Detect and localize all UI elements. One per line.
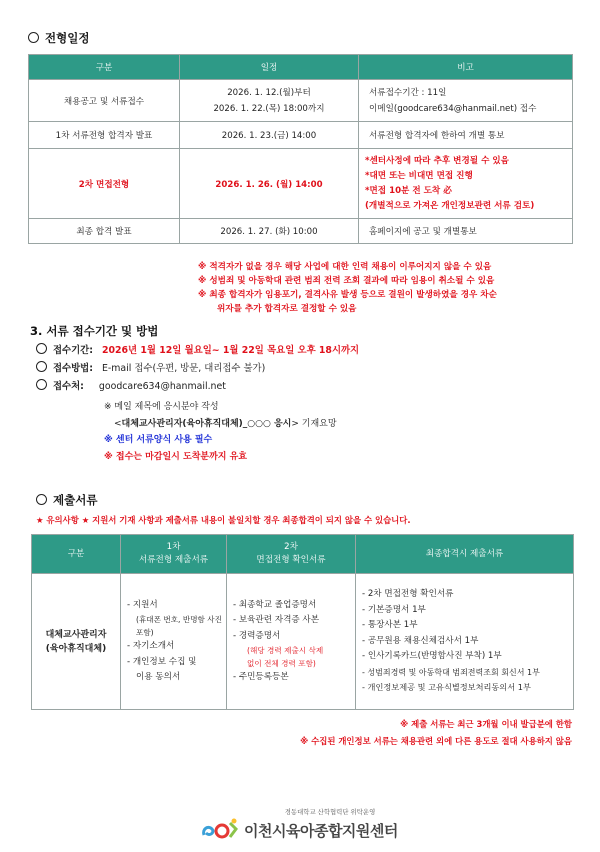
documents-table — [31, 534, 574, 710]
application-notes: ※ 메일 제목에 응시분야 작성 <대체교사관리자(육아휴직대체)_○○○ 응시> 기재요망 ※ 센터 서류양식 사용 필수 ※ 접수는 마감일시 도착분까지 유효 — [104, 402, 337, 462]
schedule-table — [28, 54, 573, 244]
documents-notes: ※ 제출 서류는 최근 3개월 이내 발급분에 한함 ※ 수집된 개인정보 서류는 채용관련 외에 다른 용도로 절대 사용하지 않음 — [300, 719, 572, 746]
circle-bullet-icon — [28, 32, 39, 43]
circle-bullet-icon — [36, 494, 47, 505]
place-line: 접수처: goodcare634@hanmail.net — [36, 378, 359, 396]
documents-section-title: 제출서류 — [36, 492, 97, 508]
schedule-section-title: 전형일정 — [28, 30, 89, 46]
circle-bullet-icon — [36, 379, 47, 390]
footer — [200, 807, 420, 843]
table-row: 1차 서류전형 합격자 발표 2026. 1. 23.(금) 14:00 서류전형 합격자에 한하여 개별 통보 — [29, 122, 573, 149]
table-row: 채용공고 및 서류접수 2026. 1. 12.(월)부터 2026. 1. 22.(목) 18:00까지 서류접수기간 : 11일 이메일(goodcare634@hanmail.net) 접수 — [29, 80, 573, 122]
email-link[interactable]: goodcare634@hanmail.net — [98, 381, 226, 392]
application-details — [36, 342, 359, 396]
table-row: 최종 합격 발표 2026. 1. 27. (화) 10:00 홈페이지에 공고 및 개별통보 — [29, 219, 573, 244]
period-line: 접수기간: 2026년 1월 12일 월요일~ 1월 22일 목요일 오후 18시까지 — [36, 342, 359, 360]
circle-bullet-icon — [36, 343, 47, 354]
documents-warning: ★ 유의사항 ★ 지원서 기재 사항과 제출서류 내용이 불일치할 경우 최종합격이 되지 않을 수 있습니다. — [36, 515, 411, 525]
table-row: 2차 면접전형 2026. 1. 26. (월) 14:00 *센터사정에 따라 추후 변경될 수 있음 *대면 또는 비대면 면접 진행 *면접 10분 전 도착 必 (개별적으로 가져온 개인정보관련 서류 검토) — [29, 149, 573, 219]
schedule-notes: ※ 적격자가 없을 경우 해당 사업에 대한 인력 채용이 이루어지지 않을 수 있음 ※ 성범죄 및 아동학대 관련 범죄 전력 조회 결과에 따라 임용이 취소될 수 있음 ※ 최종 합격자가 임용포기, 결격사유 발생 등으로 결원이 발생하였을 경우 차순 위자를 추가 합격자로 결정할 수 있음 — [198, 262, 497, 314]
table-header-row: 구분 일정 비고 — [29, 55, 573, 80]
center-logo-icon — [200, 817, 240, 843]
application-section-title: 3. 서류 접수기간 및 방법 — [30, 324, 159, 338]
method-line: 접수방법: E-mail 접수(우편, 방문, 대리접수 불가) — [36, 360, 359, 378]
table-header-row: 구분 1차 서류전형 제출서류 2차 면접전형 확인서류 최종합격시 제출서류 — [32, 535, 574, 574]
operator-text: 경동대학교 산학협력단 위탁운영 — [284, 808, 376, 816]
circle-bullet-icon — [36, 361, 47, 372]
table-row: 대체교사관리자 (육아휴직대체) - 지원서 (휴대폰 번호, 반명함 사진 포함) - 자기소개서 - 개인정보 수집 및 이용 동의서 - 최종학교 졸업증명서 - 보육관련 자격증 사본 - 경력증명서 (해당 경력 제출시 삭제 없이 전체 경력 포함) - 주민등록등본 - 2차 면접전형 확인서류 - 기본증명서 1부 - 통장사본 1부 - 공무원용 채용신체검사서 1부 - 인사기록카드(반명함사진 부착) 1부 - 성범죄경력 및 아동학대 범죄전력조회 회신서 1부 - 개인정보제공 및 고유식별정보처리동의서 1부 — [32, 574, 574, 710]
center-name: 이천시육아종합지원센터 — [244, 821, 398, 840]
